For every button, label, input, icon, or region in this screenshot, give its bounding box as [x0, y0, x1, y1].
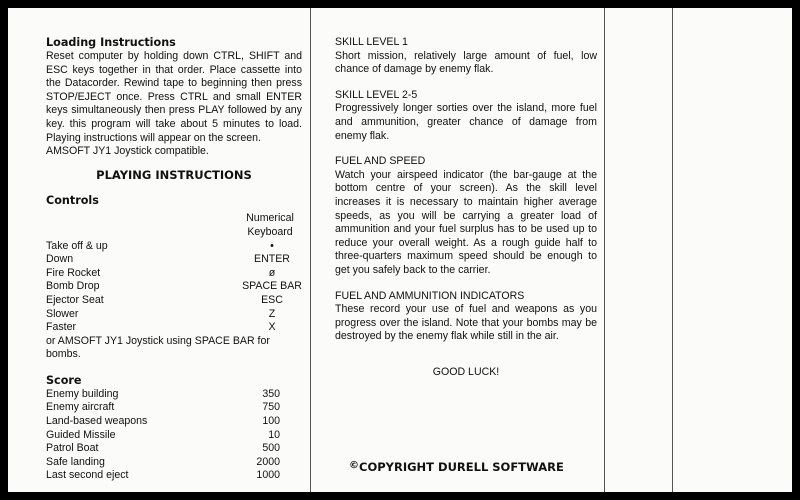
playing-instructions-title: PLAYING INSTRUCTIONS: [96, 167, 252, 182]
section-text: Watch your airspeed indicator (the bar-gauge at the bottom centre of your screen). As the skill level increases it is necessary to maintain higher average speeds, as you will be carrying a greater load of ammunition and your fuel surplus has to be used up to reduce your overall weight. As a rough guide half to three-quarters maximum speed should be enough to get you safely back to the carrier.: [335, 168, 597, 276]
section-text: These record your use of fuel and weapons as you progress over the island. Note that your bombs may be destroyed by the enemy flak while still in the air.: [335, 303, 597, 343]
table-row: [46, 456, 302, 470]
section-skill-1: [335, 36, 597, 77]
control-key: ENTER: [254, 253, 290, 266]
score-item: Last second eject: [46, 469, 129, 482]
score-points: 350: [262, 387, 280, 400]
fold-line: [604, 8, 605, 492]
score-points: 500: [262, 442, 280, 455]
controls-header-line: Keyboard: [247, 225, 293, 238]
control-action: Faster: [46, 321, 77, 334]
score-item: Enemy building: [46, 387, 119, 400]
section-text: Progressively longer sorties over the island, more fuel and ammunition, greater chance of damage from enemy flak.: [335, 102, 597, 142]
control-key: ESC: [261, 293, 283, 306]
table-row: [46, 240, 302, 254]
score-points: 1000: [256, 469, 280, 482]
table-row: [46, 321, 302, 335]
score-item: Patrol Boat: [46, 442, 99, 455]
control-action: Take off & up: [46, 239, 108, 252]
copyright-line: [349, 460, 564, 474]
section-text: Short mission, relatively large amount of fuel, low chance of damage by enemy flak.: [335, 49, 597, 76]
table-row: [46, 308, 302, 322]
section-title: SKILL LEVEL 1: [335, 36, 408, 48]
control-action: Fire Rocket: [46, 266, 101, 279]
score-points: 100: [262, 415, 280, 428]
score-item: Guided Missile: [46, 428, 116, 441]
copyright-text: COPYRIGHT DURELL SOFTWARE: [359, 460, 564, 474]
control-action: Ejector Seat: [46, 293, 104, 306]
controls-header-line: Numerical: [246, 212, 294, 225]
joystick-compat: AMSOFT JY1 Joystick compatible.: [46, 145, 209, 158]
table-row: [46, 294, 302, 308]
loading-text: Reset computer by holding down CTRL, SHIFT and ESC keys together in that order. Place cassette into the Datacorder. Rewind tape to beginning then press STOP/EJECT once. Press CTRL and small ENTER keys simultaneously then press PLAY followed by any key. this program will take about 5 minutes to load. Playing instructions will appear on the screen.: [46, 50, 302, 144]
control-key: SPACE BAR: [242, 280, 302, 293]
score-item: Land-based weapons: [46, 415, 148, 428]
table-row: [46, 469, 302, 483]
table-row: [46, 442, 302, 456]
section-title: SKILL LEVEL 2-5: [335, 88, 418, 101]
loading-title: Loading Instructions: [46, 36, 176, 49]
control-key: Z: [268, 307, 276, 320]
table-row: [46, 401, 302, 415]
table-row: [46, 280, 302, 294]
table-row: [46, 388, 302, 402]
controls-title: Controls: [46, 194, 99, 208]
score-item: Enemy aircraft: [46, 401, 115, 414]
fold-line: [310, 8, 311, 492]
table-row: [46, 429, 302, 443]
section-title: FUEL AND AMMUNITION INDICATORS: [335, 289, 525, 302]
score-points: 10: [268, 428, 280, 441]
control-key: •: [270, 239, 274, 252]
section-skill-2-5: [335, 89, 597, 143]
table-row: [46, 253, 302, 267]
joystick-note: or AMSOFT JY1 Joystick using SPACE BAR for bombs.: [46, 334, 270, 361]
middle-column: [335, 36, 597, 379]
control-key: X: [268, 321, 276, 334]
score-points: 2000: [256, 455, 280, 468]
controls-header: [242, 212, 298, 239]
control-action: Down: [46, 253, 74, 266]
fold-line: [672, 8, 673, 492]
control-action: Bomb Drop: [46, 280, 100, 293]
section-indicators: [335, 290, 597, 344]
score-item: Safe landing: [46, 455, 105, 468]
table-row: [46, 415, 302, 429]
section-title: FUEL AND SPEED: [335, 155, 426, 168]
control-action: Slower: [46, 307, 79, 320]
table-row: [46, 267, 302, 281]
score-table: [46, 388, 302, 483]
good-luck: GOOD LUCK!: [432, 365, 500, 378]
control-key: ø: [268, 266, 276, 279]
score-title: Score: [46, 373, 82, 387]
section-fuel-speed: [335, 155, 597, 277]
instruction-sheet: [8, 8, 792, 492]
copyright-symbol: ©: [349, 460, 359, 471]
score-points: 750: [262, 401, 280, 414]
left-column: [46, 36, 302, 483]
controls-table: [46, 240, 302, 335]
